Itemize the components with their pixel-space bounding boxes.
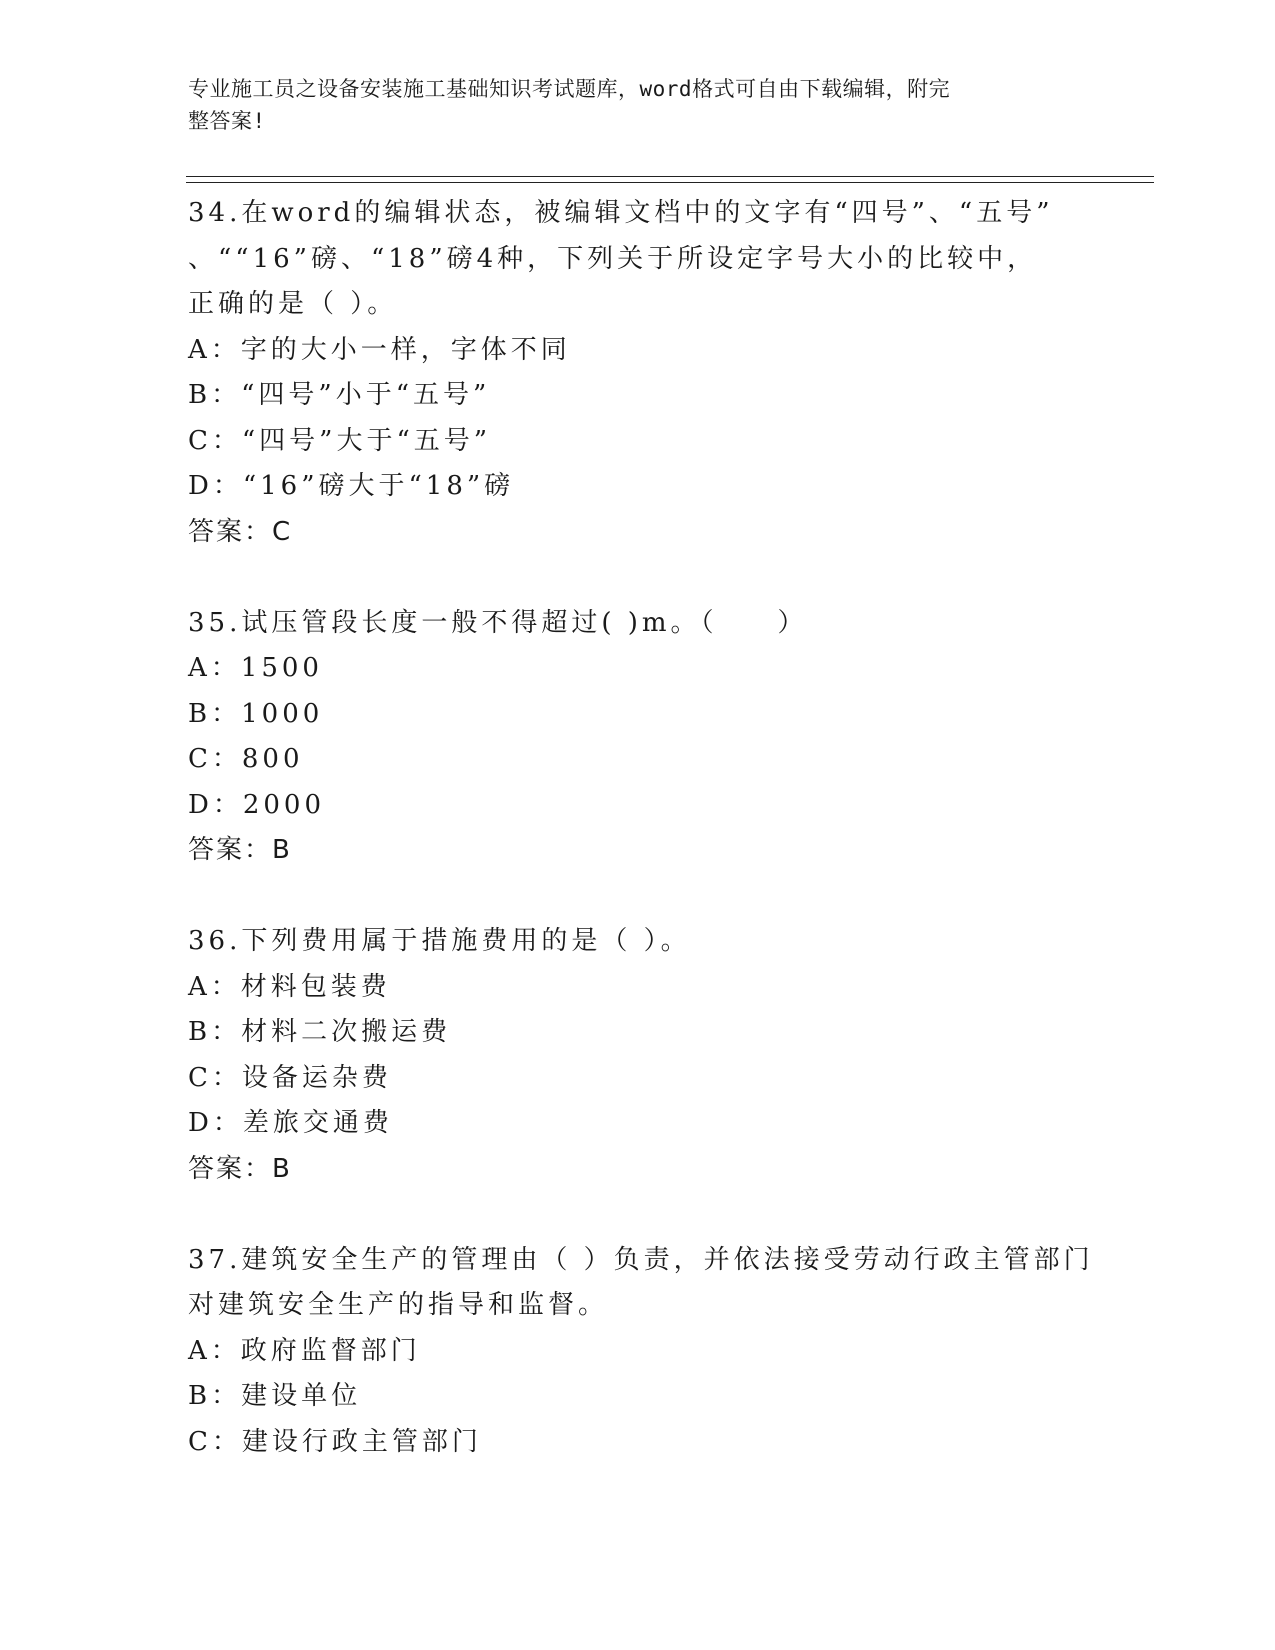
question-text: 34.在word的编辑状态，被编辑文档中的文字有“四号”、“五号” [188,198,1054,228]
page-header [188,73,1088,137]
answer: 答案：B [188,835,292,865]
question-text: 正确的是（ ）。 [188,289,398,319]
option-d: D：2000 [188,789,326,820]
option-b: B：建设单位 [188,1381,362,1411]
header-line-2: 整答案! [188,109,266,133]
option-c: C：800 [188,744,304,774]
header-divider-bottom [186,182,1154,183]
option-b: B：1000 [188,698,324,729]
question-text: 35.试压管段长度一般不得超过( )m。（ ） [188,607,808,638]
question-text: 36.下列费用属于措施费用的是（ ）。 [188,926,691,956]
option-a: A：政府监督部门 [188,1335,421,1366]
spacer [188,874,1148,920]
header-divider-top [186,176,1154,177]
question-36 [188,919,1148,1192]
option-d: D：差旅交通费 [188,1108,393,1138]
option-c: C：建设行政主管部门 [188,1426,482,1457]
option-a: A：字的大小一样，字体不同 [188,334,571,365]
answer: 答案：B [188,1153,292,1184]
option-c: C：“四号”大于“五号” [188,425,492,456]
option-b: B：材料二次搬运费 [188,1017,452,1047]
question-text: 37.建筑安全生产的管理由（ ）负责，并依法接受劳动行政主管部门 [188,1244,1094,1275]
option-b: B：“四号”小于“五号” [188,380,491,410]
spacer [188,1192,1148,1238]
option-a: A：材料包装费 [188,971,391,1002]
question-35 [188,601,1148,874]
option-a: A：1500 [188,653,323,683]
question-text: 、““16”磅、“18”磅4种，下列关于所设定字号大小的比较中， [188,243,1038,274]
question-34 [188,191,1148,555]
option-c: C：设备运杂费 [188,1062,392,1093]
option-d: D：“16”磅大于“18”磅 [188,471,515,501]
answer: 答案：C [188,516,293,547]
question-text: 对建筑安全生产的指导和监督。 [188,1290,609,1320]
question-37 [188,1238,1148,1466]
spacer [188,555,1148,601]
question-list [188,191,1148,1465]
header-line-1: 专业施工员之设备安装施工基础知识考试题库，word格式可自由下载编辑，附完 [188,77,951,101]
